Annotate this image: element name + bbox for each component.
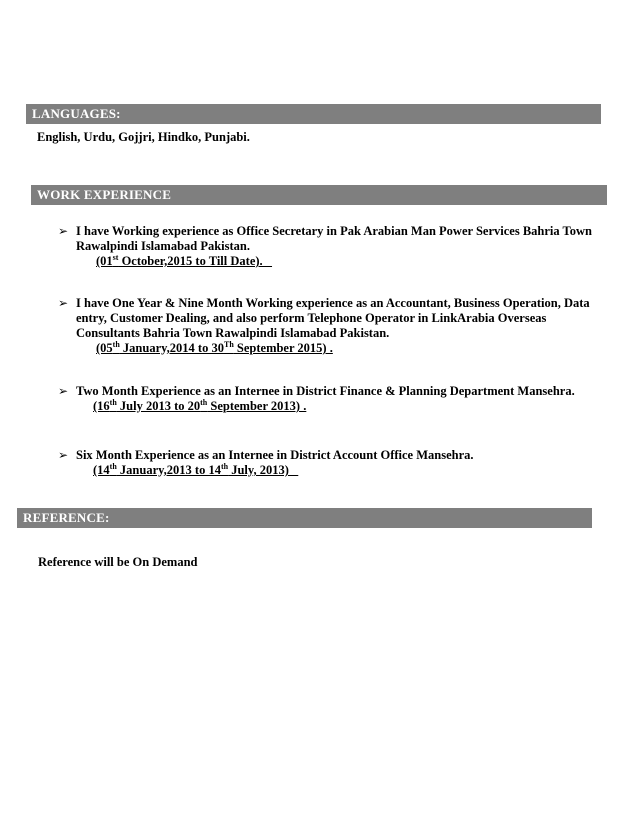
reference-note: Reference will be On Demand [38, 555, 198, 569]
experience-date-range: (05th January,2014 to 30Th September 2015) . [96, 339, 333, 355]
arrow-bullet-icon: ➢ [58, 224, 69, 238]
reference-section-heading: REFERENCE: [17, 508, 592, 528]
experience-date-range: (01st October,2015 to Till Date). [96, 252, 273, 268]
experience-description: I have Working experience as Office Secretary in Pak Arabian Man Power Services Bahria Town Rawalpindi Islamabad Pakistan. [76, 224, 592, 253]
experience-description: Six Month Experience as an Internee in District Account Office Mansehra. [76, 448, 474, 462]
experience-item [58, 296, 598, 355]
languages-section-heading: LANGUAGES: [26, 104, 601, 124]
arrow-bullet-icon: ➢ [58, 448, 69, 462]
languages-list: English, Urdu, Gojjri, Hindko, Punjabi. [37, 130, 250, 144]
experience-item [58, 224, 598, 268]
experience-date-range: (16th July 2013 to 20th September 2013) . [93, 397, 307, 413]
arrow-bullet-icon: ➢ [58, 296, 69, 310]
experience-description: I have One Year & Nine Month Working experience as an Accountant, Business Operation, Data entry, Customer Dealing, and also perform Telephone Operator in LinkArabia Overseas Consultants Bahria Town Rawalpindi Islamabad Pakistan. [76, 296, 590, 340]
arrow-bullet-icon: ➢ [58, 384, 69, 398]
experience-item [58, 448, 598, 477]
experience-description: Two Month Experience as an Internee in District Finance & Planning Department Mansehra. [76, 384, 575, 398]
work-experience-section-heading: WORK EXPERIENCE [31, 185, 607, 205]
experience-item [58, 384, 598, 413]
experience-date-range: (14th January,2013 to 14th July, 2013) [93, 461, 299, 477]
